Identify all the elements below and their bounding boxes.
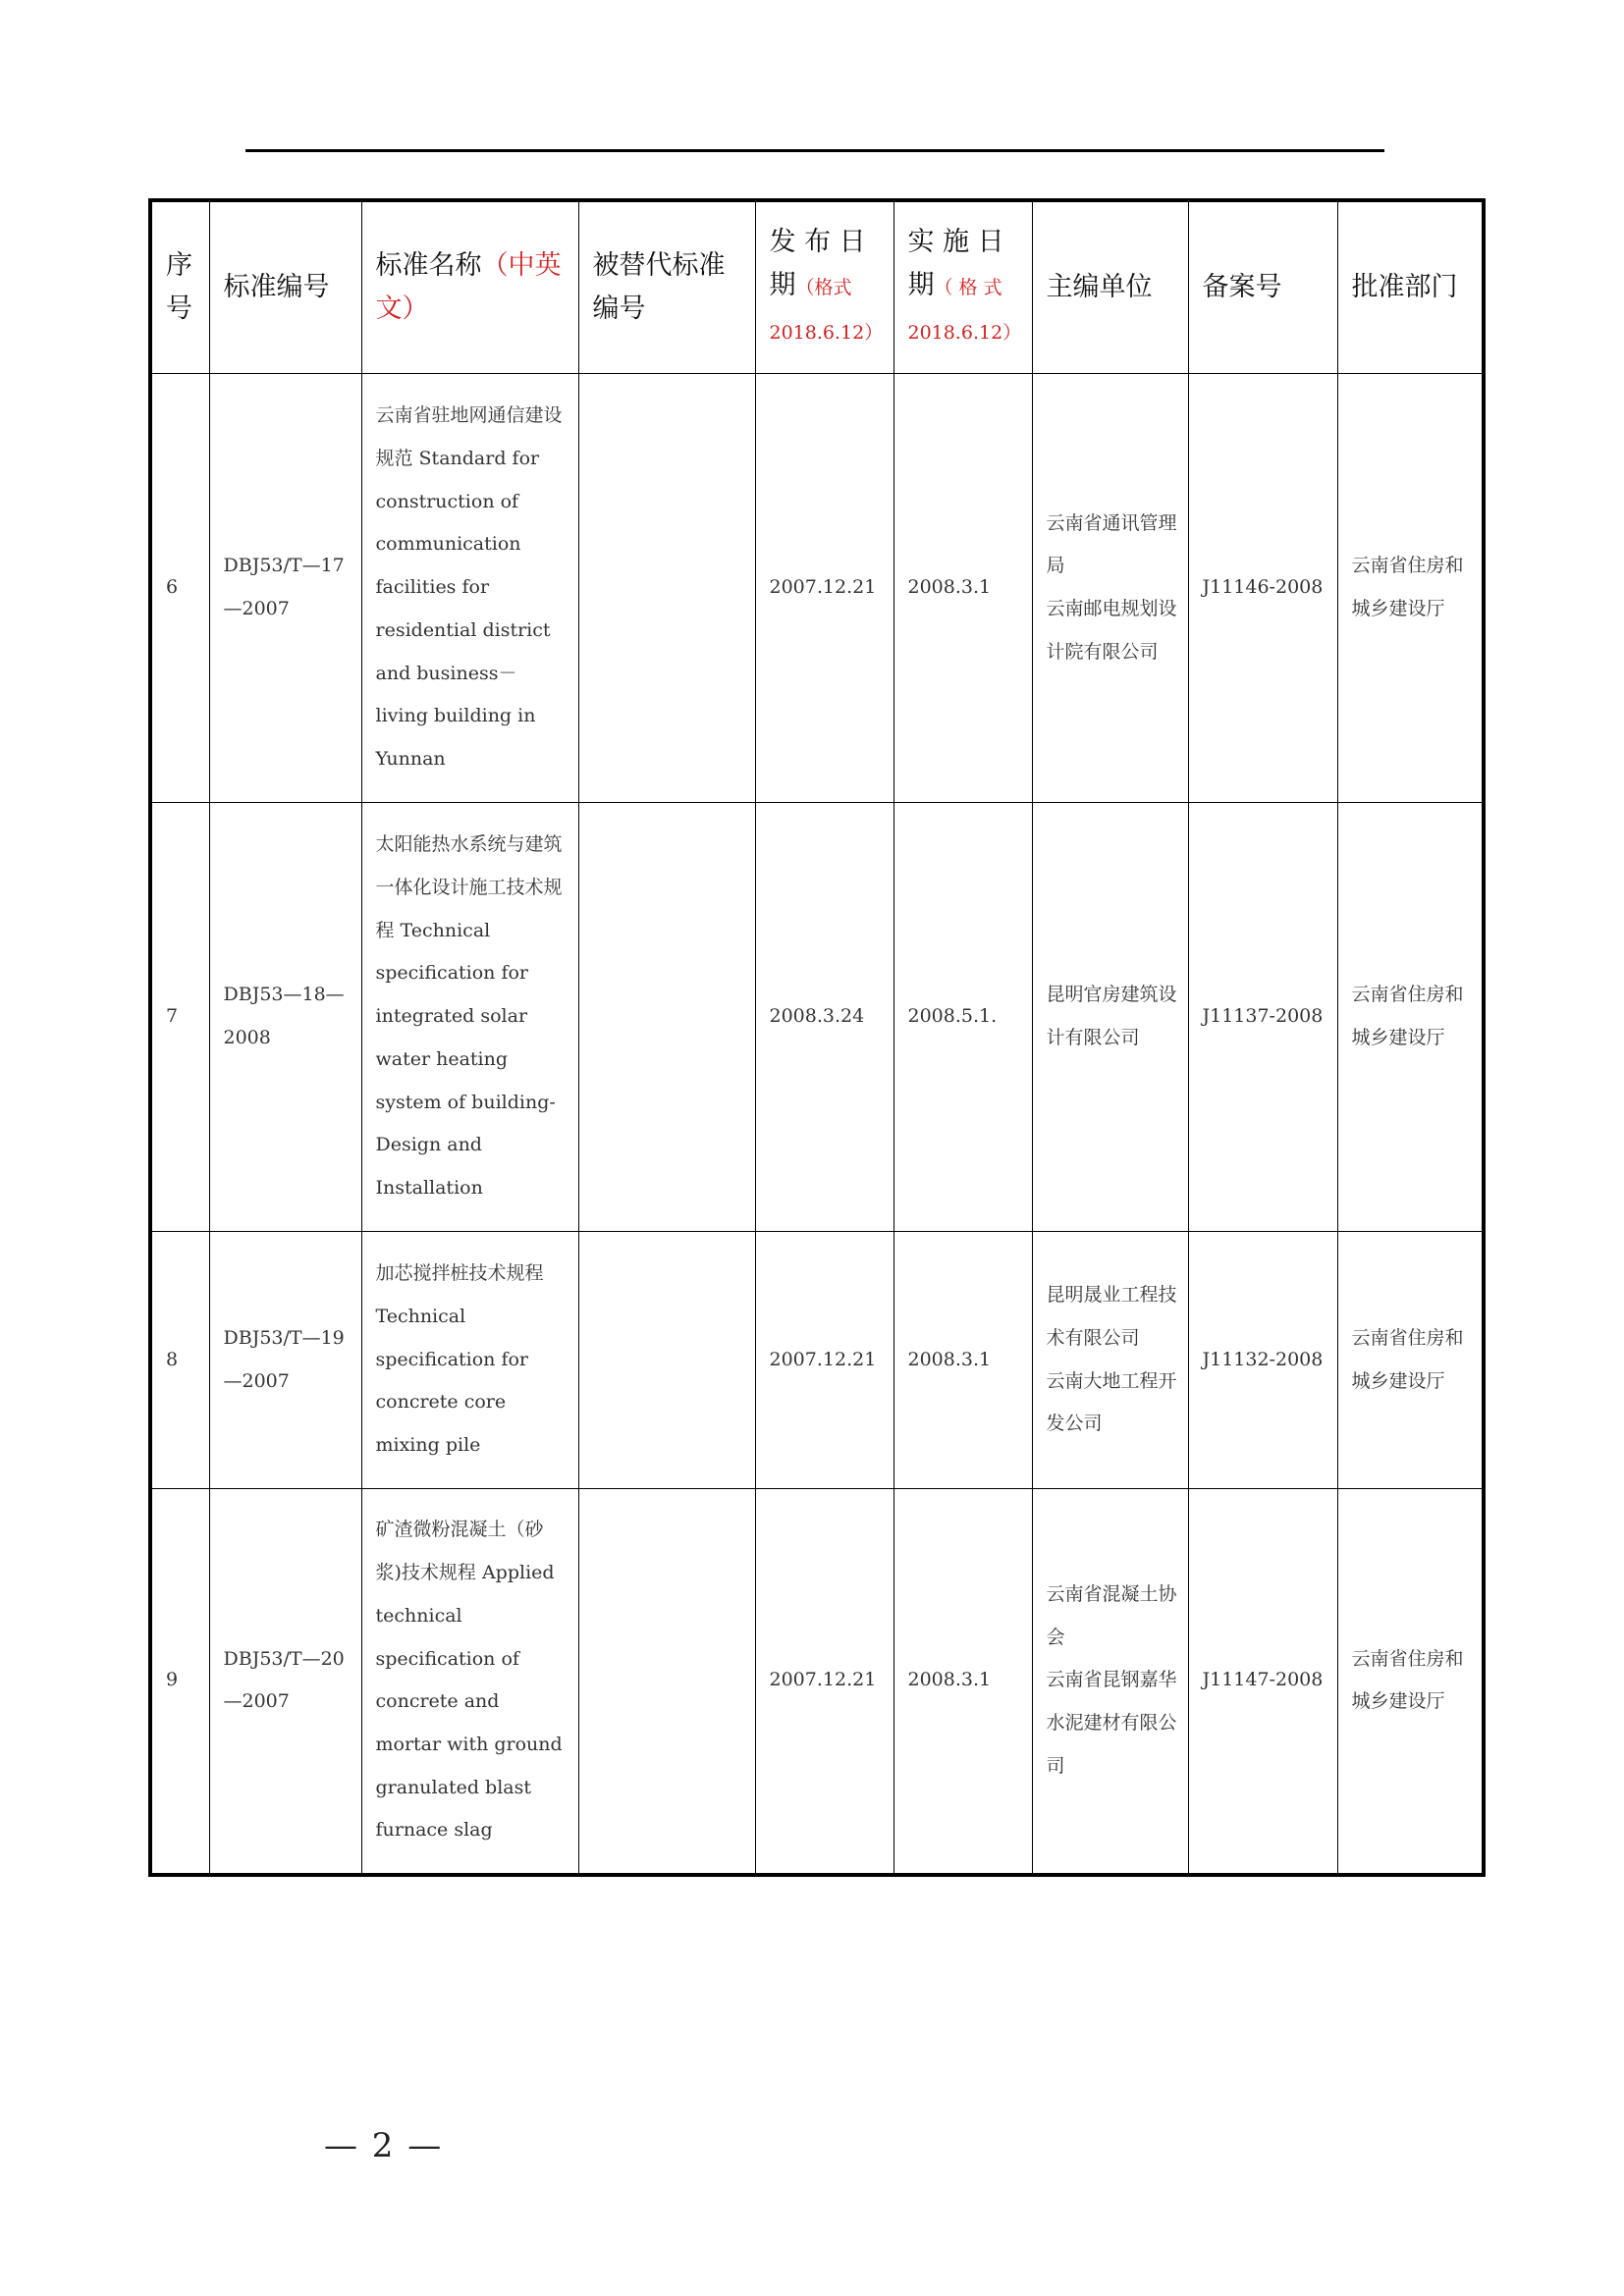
- row-editor-line2: 云南大地工程开发公司: [1046, 1369, 1177, 1435]
- header-name-suffix: （中英文）: [375, 250, 562, 324]
- table-row: [150, 1489, 1484, 1875]
- table-row: [150, 803, 1484, 1232]
- row-code-line1: DBJ53/T—17: [223, 555, 345, 577]
- row-editor-line2: 云南省昆钢嘉华水泥建材有限公司: [1046, 1669, 1177, 1777]
- row-approver: 云南省住房和城乡建设厅: [1337, 803, 1484, 1232]
- header-row: [150, 200, 1484, 374]
- row-code-line2: —2007: [223, 1690, 290, 1713]
- standards-table: [148, 198, 1486, 1877]
- row-approver: 云南省住房和城乡建设厅: [1337, 374, 1484, 803]
- row-impl-date: 2008.3.1: [893, 1232, 1032, 1489]
- row-publish-date: 2008.3.24: [755, 803, 893, 1232]
- row-editor: [1032, 803, 1188, 1232]
- row-record: J11147-2008: [1188, 1489, 1337, 1875]
- row-record: J11137-2008: [1188, 803, 1337, 1232]
- row-editor-line1: 昆明晟业工程技术有限公司: [1046, 1284, 1177, 1349]
- row-editor-line2: 云南邮电规划设计院有限公司: [1046, 598, 1177, 663]
- header-impl-main: 实 施 日期: [907, 227, 1004, 300]
- header-impl-date: [893, 200, 1032, 374]
- header-name-prefix: 标准名称: [375, 250, 482, 281]
- row-replaced: [578, 803, 755, 1232]
- row-editor: [1032, 1232, 1188, 1489]
- row-editor-line1: 昆明官房建筑设计有限公司: [1046, 984, 1177, 1048]
- table-row: [150, 1232, 1484, 1489]
- header-seq: 序号: [150, 200, 209, 374]
- header-editor: 主编单位: [1032, 200, 1188, 374]
- row-seq: 9: [150, 1489, 209, 1875]
- row-impl-date: 2008.5.1.: [893, 803, 1032, 1232]
- header-code: 标准编号: [209, 200, 361, 374]
- header-publish-date: [755, 200, 893, 374]
- row-code: [209, 1489, 361, 1875]
- header-publish-main: 发 布 日期: [769, 227, 866, 300]
- page-number: — 2 —: [324, 2126, 444, 2165]
- row-editor: [1032, 374, 1188, 803]
- row-code: [209, 1232, 361, 1489]
- header-publish-note: （格式2018.6.12）: [769, 277, 884, 344]
- row-impl-date: 2008.3.1: [893, 374, 1032, 803]
- row-seq: 6: [150, 374, 209, 803]
- row-replaced: [578, 374, 755, 803]
- row-replaced: [578, 1489, 755, 1875]
- row-record: J11146-2008: [1188, 374, 1337, 803]
- row-impl-date: 2008.3.1: [893, 1489, 1032, 1875]
- row-approver: 云南省住房和城乡建设厅: [1337, 1489, 1484, 1875]
- row-editor: [1032, 1489, 1188, 1875]
- row-name: 太阳能热水系统与建筑一体化设计施工技术规程 Technical specification for integrated solar water heating system of building-Design and Installation: [361, 803, 578, 1232]
- row-code-line1: DBJ53/T—20: [223, 1647, 345, 1670]
- row-seq: 8: [150, 1232, 209, 1489]
- row-code: [209, 374, 361, 803]
- row-approver: 云南省住房和城乡建设厅: [1337, 1232, 1484, 1489]
- row-code-line1: DBJ53—18—: [223, 984, 345, 1006]
- row-name: 云南省驻地网通信建设规范 Standard for construction of communication facilities for residential district and business－living building in Yunnan: [361, 374, 578, 803]
- row-name: 加芯搅拌桩技术规程 Technical specification for concrete core mixing pile: [361, 1232, 578, 1489]
- row-record: J11132-2008: [1188, 1232, 1337, 1489]
- row-code-line1: DBJ53/T—19: [223, 1326, 345, 1349]
- row-seq: 7: [150, 803, 209, 1232]
- header-approver: 批准部门: [1337, 200, 1484, 374]
- row-code-line2: —2007: [223, 1369, 290, 1392]
- row-code-line2: 2008: [223, 1027, 271, 1048]
- row-name: 矿渣微粉混凝土（砂浆)技术规程 Applied technical specification of concrete and mortar with ground granulated blast furnace slag: [361, 1489, 578, 1875]
- row-editor-line1: 云南省混凝土协会: [1046, 1582, 1177, 1648]
- row-publish-date: 2007.12.21: [755, 1489, 893, 1875]
- row-publish-date: 2007.12.21: [755, 374, 893, 803]
- row-code-line2: —2007: [223, 598, 290, 619]
- row-publish-date: 2007.12.21: [755, 1232, 893, 1489]
- header-record: 备案号: [1188, 200, 1337, 374]
- row-replaced: [578, 1232, 755, 1489]
- top-rule: [245, 149, 1384, 152]
- header-name: [361, 200, 578, 374]
- header-replaced: 被替代标准编号: [578, 200, 755, 374]
- header-impl-note: （ 格 式2018.6.12）: [907, 277, 1022, 344]
- row-editor-line1: 云南省通讯管理局: [1046, 511, 1177, 577]
- row-code: [209, 803, 361, 1232]
- table-row: [150, 374, 1484, 803]
